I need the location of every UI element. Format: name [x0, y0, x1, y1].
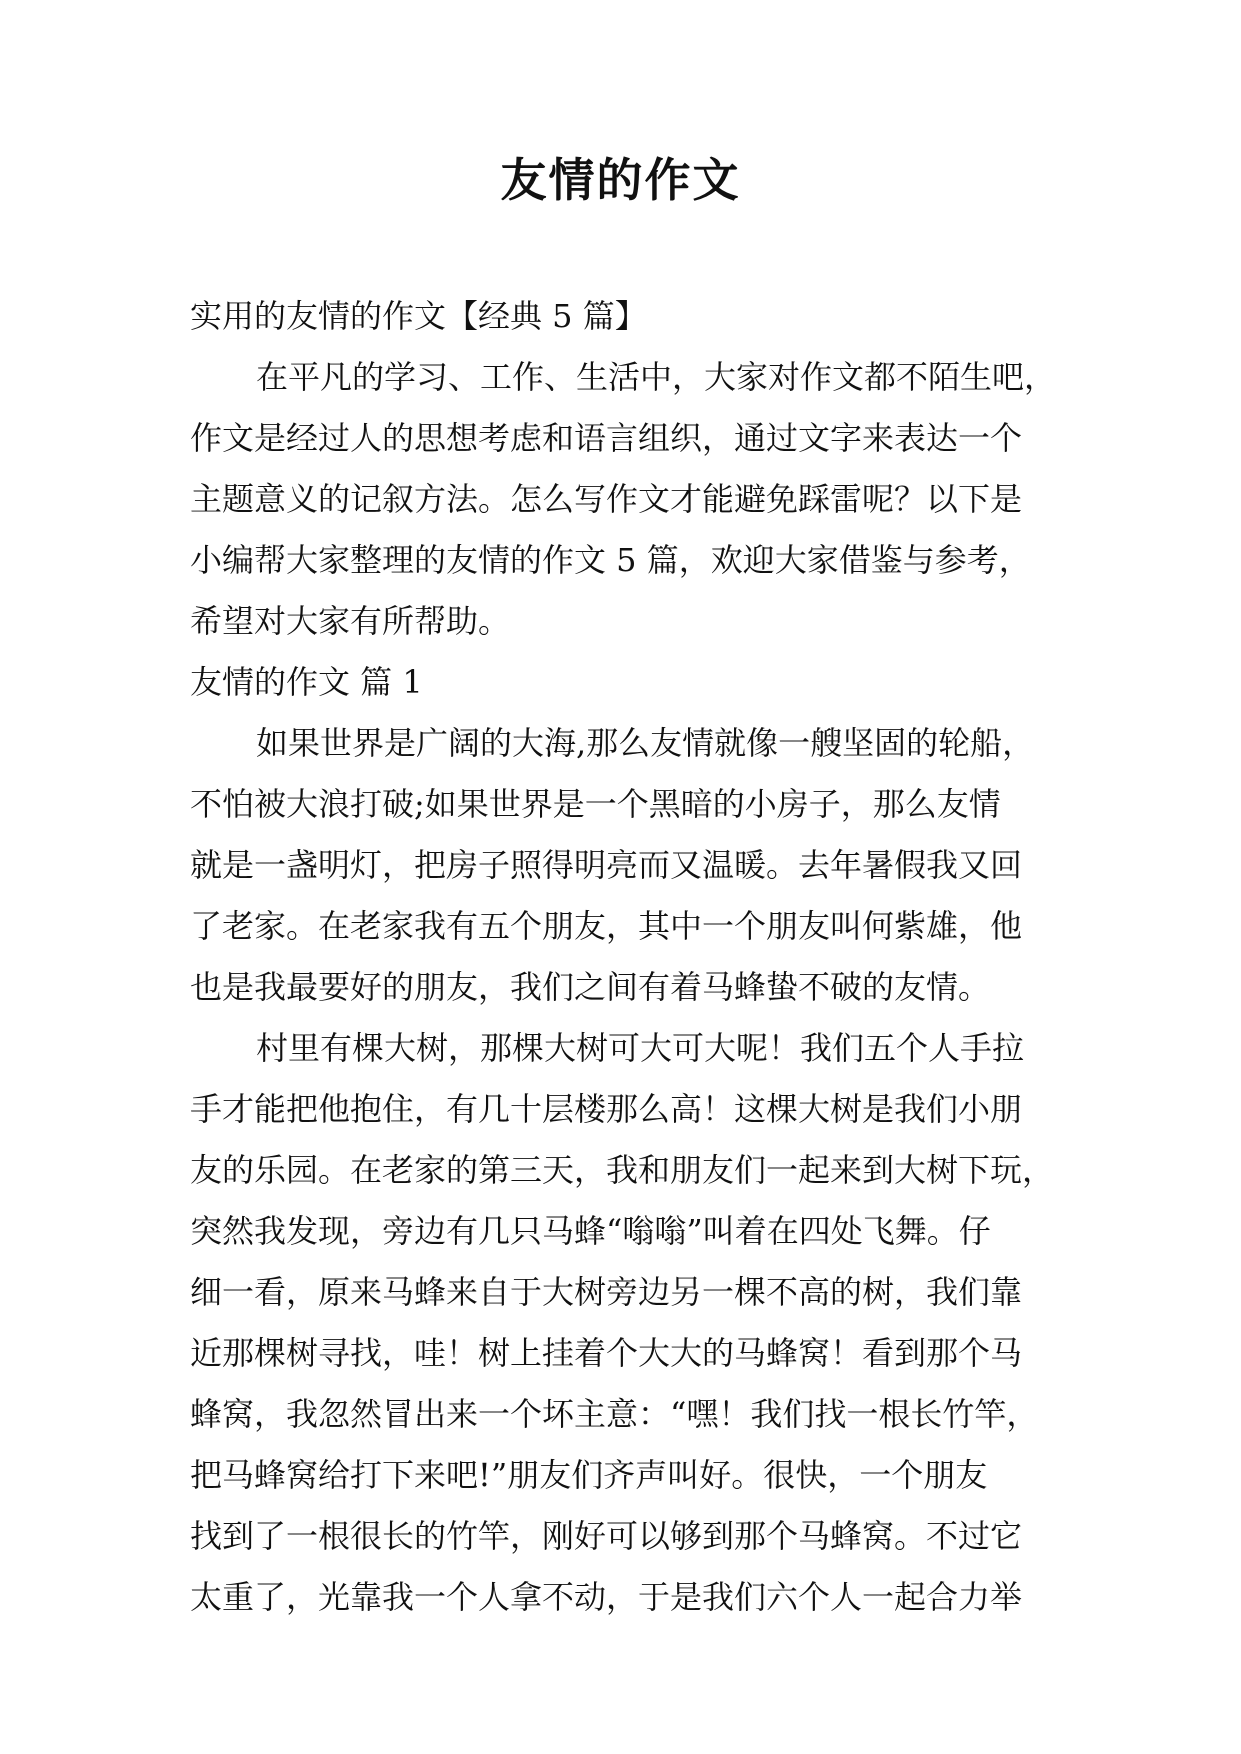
- paragraph-line: 也是我最要好的朋友，我们之间有着马蜂蛰不破的友情。: [190, 968, 991, 1006]
- paragraph-line: 太重了，光靠我一个人拿不动，于是我们六个人一起合力举: [190, 1578, 1023, 1616]
- paragraph-line: 希望对大家有所帮助。: [190, 602, 511, 640]
- paragraph-line: 细一看，原来马蜂来自于大树旁边另一棵不高的树，我们靠: [190, 1273, 1023, 1311]
- paragraph-line: 如果世界是广阔的大海,那么友情就像一艘坚固的轮船，: [256, 724, 1035, 762]
- section-heading: 友情的作文 篇 1: [190, 663, 423, 701]
- document-body: [190, 286, 1060, 1628]
- paragraph-line: 近那棵树寻找，哇！树上挂着个大大的马蜂窝！看到那个马: [190, 1334, 1023, 1372]
- document-title: 友情的作文: [500, 153, 741, 207]
- paragraph-line: 就是一盏明灯，把房子照得明亮而又温暖。去年暑假我又回: [190, 846, 1023, 884]
- paragraph-line: 小编帮大家整理的友情的作文 5 篇，欢迎大家借鉴与参考，: [190, 541, 1031, 579]
- subtitle-line: 实用的友情的作文【经典 5 篇】: [190, 297, 647, 335]
- paragraph-line: 在平凡的学习、工作、生活中，大家对作文都不陌生吧，: [256, 358, 1057, 396]
- paragraph-line: 村里有棵大树，那棵大树可大可大呢！我们五个人手拉: [256, 1029, 1025, 1067]
- paragraph-line: 主题意义的记叙方法。怎么写作文才能避免踩雷呢？以下是: [190, 480, 1023, 518]
- paragraph-line: 不怕被大浪打破;如果世界是一个黑暗的小房子，那么友情: [190, 785, 1001, 823]
- paragraph-line: 蜂窝，我忽然冒出来一个坏主意：“嘿！我们找一根长竹竿，: [190, 1395, 1039, 1433]
- paragraph-line: 突然我发现，旁边有几只马蜂“嗡嗡”叫着在四处飞舞。仔: [190, 1212, 991, 1250]
- paragraph-line: 把马蜂窝给打下来吧!”朋友们齐声叫好。很快，一个朋友: [190, 1456, 988, 1494]
- paragraph-line: 作文是经过人的思想考虑和语言组织，通过文字来表达一个: [190, 419, 1023, 457]
- paragraph-line: 友的乐园。在老家的第三天，我和朋友们一起来到大树下玩，: [190, 1151, 1055, 1189]
- paragraph-line: 了老家。在老家我有五个朋友，其中一个朋友叫何紫雄，他: [190, 907, 1023, 945]
- paragraph-line: 找到了一根很长的竹竿，刚好可以够到那个马蜂窝。不过它: [190, 1517, 1023, 1555]
- paragraph-line: 手才能把他抱住，有几十层楼那么高！这棵大树是我们小朋: [190, 1090, 1023, 1128]
